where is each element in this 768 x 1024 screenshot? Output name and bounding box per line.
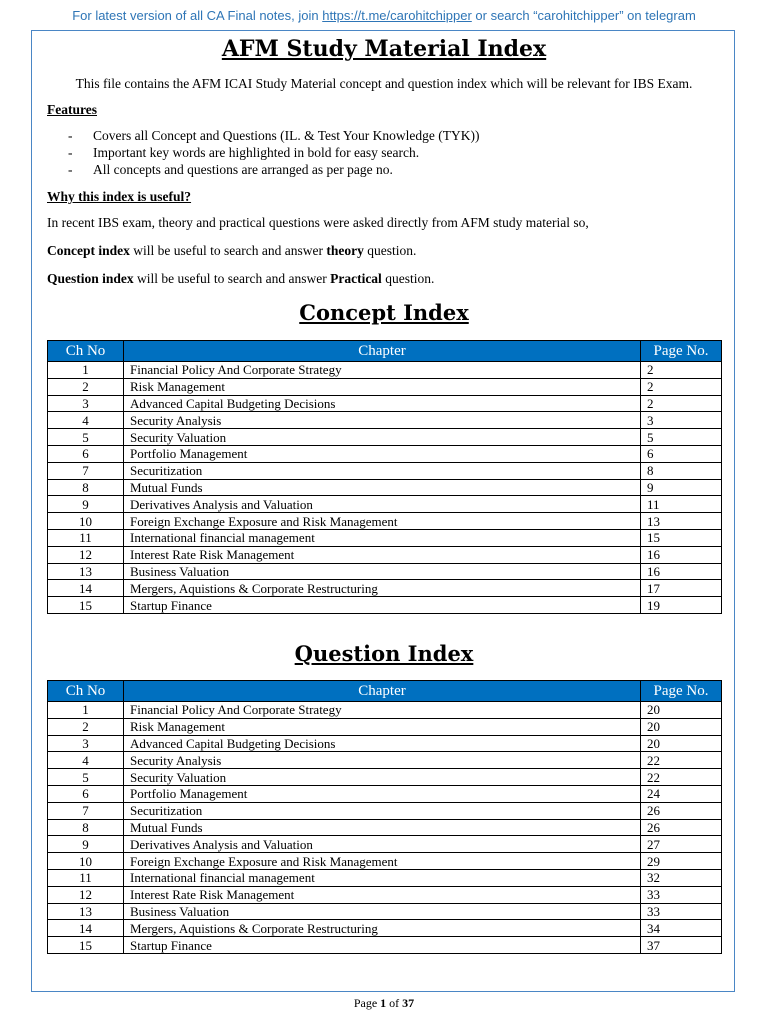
page-number: 2 (641, 362, 722, 379)
page-number: 5 (641, 429, 722, 446)
table-header-row (48, 681, 722, 702)
page-number: 33 (641, 903, 722, 920)
concept-index-body (48, 362, 722, 614)
page-footer: Page 1 of 37 (353, 996, 415, 1010)
page-number: 24 (641, 785, 722, 802)
chapter-number: 1 (48, 702, 124, 719)
page-number: 22 (641, 769, 722, 786)
table-row (48, 563, 722, 580)
page-number: 27 (641, 836, 722, 853)
page-number: 20 (641, 735, 722, 752)
features-list (68, 128, 480, 178)
chapter-number: 13 (48, 903, 124, 920)
table-row (48, 769, 722, 786)
page-number: 6 (641, 445, 722, 462)
features-heading: Features (47, 102, 97, 117)
chapter-name: International financial management (124, 869, 641, 886)
page-number: 29 (641, 853, 722, 870)
page-number: 2 (641, 395, 722, 412)
chapter-number: 14 (48, 580, 124, 597)
chapter-name: Mutual Funds (124, 479, 641, 496)
page-number: 3 (641, 412, 722, 429)
feature-item: - Important key words are highlighted in bold for easy search. (68, 144, 420, 160)
header-chapter: Chapter (124, 341, 641, 362)
banner-suffix: or search “carohitchipper” on telegram (471, 8, 696, 23)
document-title: AFM Study Material Index (221, 36, 547, 62)
page-number: 37 (641, 937, 722, 954)
chapter-number: 3 (48, 735, 124, 752)
page-number: 20 (641, 718, 722, 735)
table-row (48, 362, 722, 379)
page-number: 32 (641, 869, 722, 886)
telegram-banner (0, 8, 768, 23)
table-row (48, 819, 722, 836)
table-row (48, 412, 722, 429)
why-paragraph-2: Concept index will be useful to search and answer theory question. (47, 243, 417, 258)
table-row (48, 735, 722, 752)
page-number: 20 (641, 702, 722, 719)
chapter-name: Foreign Exchange Exposure and Risk Management (124, 513, 641, 530)
header-ch-no: Ch No (48, 341, 124, 362)
table-row (48, 496, 722, 513)
chapter-name: Foreign Exchange Exposure and Risk Management (124, 853, 641, 870)
table-row (48, 580, 722, 597)
concept-index-title: Concept Index (299, 300, 469, 325)
table-row (48, 445, 722, 462)
chapter-name: Risk Management (124, 718, 641, 735)
chapter-number: 9 (48, 836, 124, 853)
chapter-number: 10 (48, 853, 124, 870)
chapter-number: 13 (48, 563, 124, 580)
chapter-number: 6 (48, 445, 124, 462)
chapter-name: Advanced Capital Budgeting Decisions (124, 735, 641, 752)
table-row (48, 479, 722, 496)
chapter-number: 11 (48, 869, 124, 886)
chapter-name: Security Valuation (124, 769, 641, 786)
table-row (48, 920, 722, 937)
chapter-number: 7 (48, 802, 124, 819)
table-row (48, 718, 722, 735)
question-index-title: Question Index (294, 641, 474, 666)
chapter-name: Mergers, Aquistions & Corporate Restructuring (124, 920, 641, 937)
table-row (48, 378, 722, 395)
table-header-row (48, 341, 722, 362)
chapter-name: Portfolio Management (124, 445, 641, 462)
table-row (48, 886, 722, 903)
telegram-link[interactable]: https://t.me/carohitchipper (322, 8, 472, 23)
chapter-number: 1 (48, 362, 124, 379)
chapter-name: Financial Policy And Corporate Strategy (124, 702, 641, 719)
chapter-number: 3 (48, 395, 124, 412)
table-row (48, 702, 722, 719)
page-number: 16 (641, 563, 722, 580)
page-number: 15 (641, 529, 722, 546)
chapter-name: Interest Rate Risk Management (124, 886, 641, 903)
table-row (48, 785, 722, 802)
chapter-name: Portfolio Management (124, 785, 641, 802)
feature-item: - All concepts and questions are arranged as per page no. (68, 161, 393, 177)
table-row (48, 752, 722, 769)
chapter-name: Business Valuation (124, 563, 641, 580)
chapter-number: 4 (48, 752, 124, 769)
table-row (48, 462, 722, 479)
chapter-name: Security Valuation (124, 429, 641, 446)
chapter-number: 4 (48, 412, 124, 429)
header-page-no: Page No. (641, 341, 722, 362)
chapter-name: Derivatives Analysis and Valuation (124, 496, 641, 513)
current-page: 1 (380, 996, 387, 1010)
concept-index-table (47, 340, 722, 614)
page-number: 33 (641, 886, 722, 903)
question-index-table (47, 680, 722, 954)
page-number: 16 (641, 546, 722, 563)
page-number: 11 (641, 496, 722, 513)
banner-prefix: For latest version of all CA Final notes, join (72, 8, 323, 23)
page-number: 22 (641, 752, 722, 769)
chapter-name: Startup Finance (124, 937, 641, 954)
header-chapter: Chapter (124, 681, 641, 702)
chapter-name: Business Valuation (124, 903, 641, 920)
chapter-name: Risk Management (124, 378, 641, 395)
page-number: 26 (641, 802, 722, 819)
chapter-name: Security Analysis (124, 752, 641, 769)
chapter-number: 15 (48, 597, 124, 614)
page-number: 26 (641, 819, 722, 836)
chapter-number: 14 (48, 920, 124, 937)
chapter-name: International financial management (124, 529, 641, 546)
table-row (48, 869, 722, 886)
chapter-number: 2 (48, 718, 124, 735)
chapter-name: Financial Policy And Corporate Strategy (124, 362, 641, 379)
chapter-number: 9 (48, 496, 124, 513)
feature-item: - Covers all Concept and Questions (IL. & Test Your Knowledge (TYK)) (68, 128, 480, 143)
chapter-number: 5 (48, 769, 124, 786)
chapter-name: Mergers, Aquistions & Corporate Restructuring (124, 580, 641, 597)
chapter-number: 2 (48, 378, 124, 395)
chapter-name: Startup Finance (124, 597, 641, 614)
chapter-number: 8 (48, 479, 124, 496)
table-row (48, 853, 722, 870)
chapter-name: Derivatives Analysis and Valuation (124, 836, 641, 853)
chapter-number: 12 (48, 886, 124, 903)
chapter-number: 6 (48, 785, 124, 802)
page-number: 8 (641, 462, 722, 479)
why-paragraph-3: Question index will be useful to search and answer Practical question. (47, 271, 435, 286)
table-row (48, 836, 722, 853)
chapter-number: 8 (48, 819, 124, 836)
page-number: 19 (641, 597, 722, 614)
table-row (48, 903, 722, 920)
chapter-number: 7 (48, 462, 124, 479)
table-row (48, 597, 722, 614)
why-paragraph-1: In recent IBS exam, theory and practical questions were asked directly from AFM study material so, (47, 215, 589, 230)
chapter-name: Securitization (124, 462, 641, 479)
chapter-number: 5 (48, 429, 124, 446)
table-row (48, 429, 722, 446)
total-pages: 37 (402, 996, 415, 1010)
chapter-number: 11 (48, 529, 124, 546)
table-row (48, 513, 722, 530)
chapter-name: Security Analysis (124, 412, 641, 429)
chapter-name: Interest Rate Risk Management (124, 546, 641, 563)
chapter-number: 12 (48, 546, 124, 563)
header-page-no: Page No. (641, 681, 722, 702)
chapter-name: Advanced Capital Budgeting Decisions (124, 395, 641, 412)
chapter-number: 15 (48, 937, 124, 954)
page-number: 13 (641, 513, 722, 530)
why-heading: Why this index is useful? (47, 189, 192, 204)
table-row (48, 937, 722, 954)
table-row (48, 802, 722, 819)
intro-text: This file contains the AFM ICAI Study Material concept and question index which will be relevant for IBS Exam. (75, 76, 693, 91)
header-ch-no: Ch No (48, 681, 124, 702)
page-number: 34 (641, 920, 722, 937)
question-index-body (48, 702, 722, 954)
page-number: 2 (641, 378, 722, 395)
table-row (48, 395, 722, 412)
chapter-name: Securitization (124, 802, 641, 819)
page-number: 9 (641, 479, 722, 496)
table-row (48, 529, 722, 546)
table-row (48, 546, 722, 563)
chapter-name: Mutual Funds (124, 819, 641, 836)
page-number: 17 (641, 580, 722, 597)
chapter-number: 10 (48, 513, 124, 530)
